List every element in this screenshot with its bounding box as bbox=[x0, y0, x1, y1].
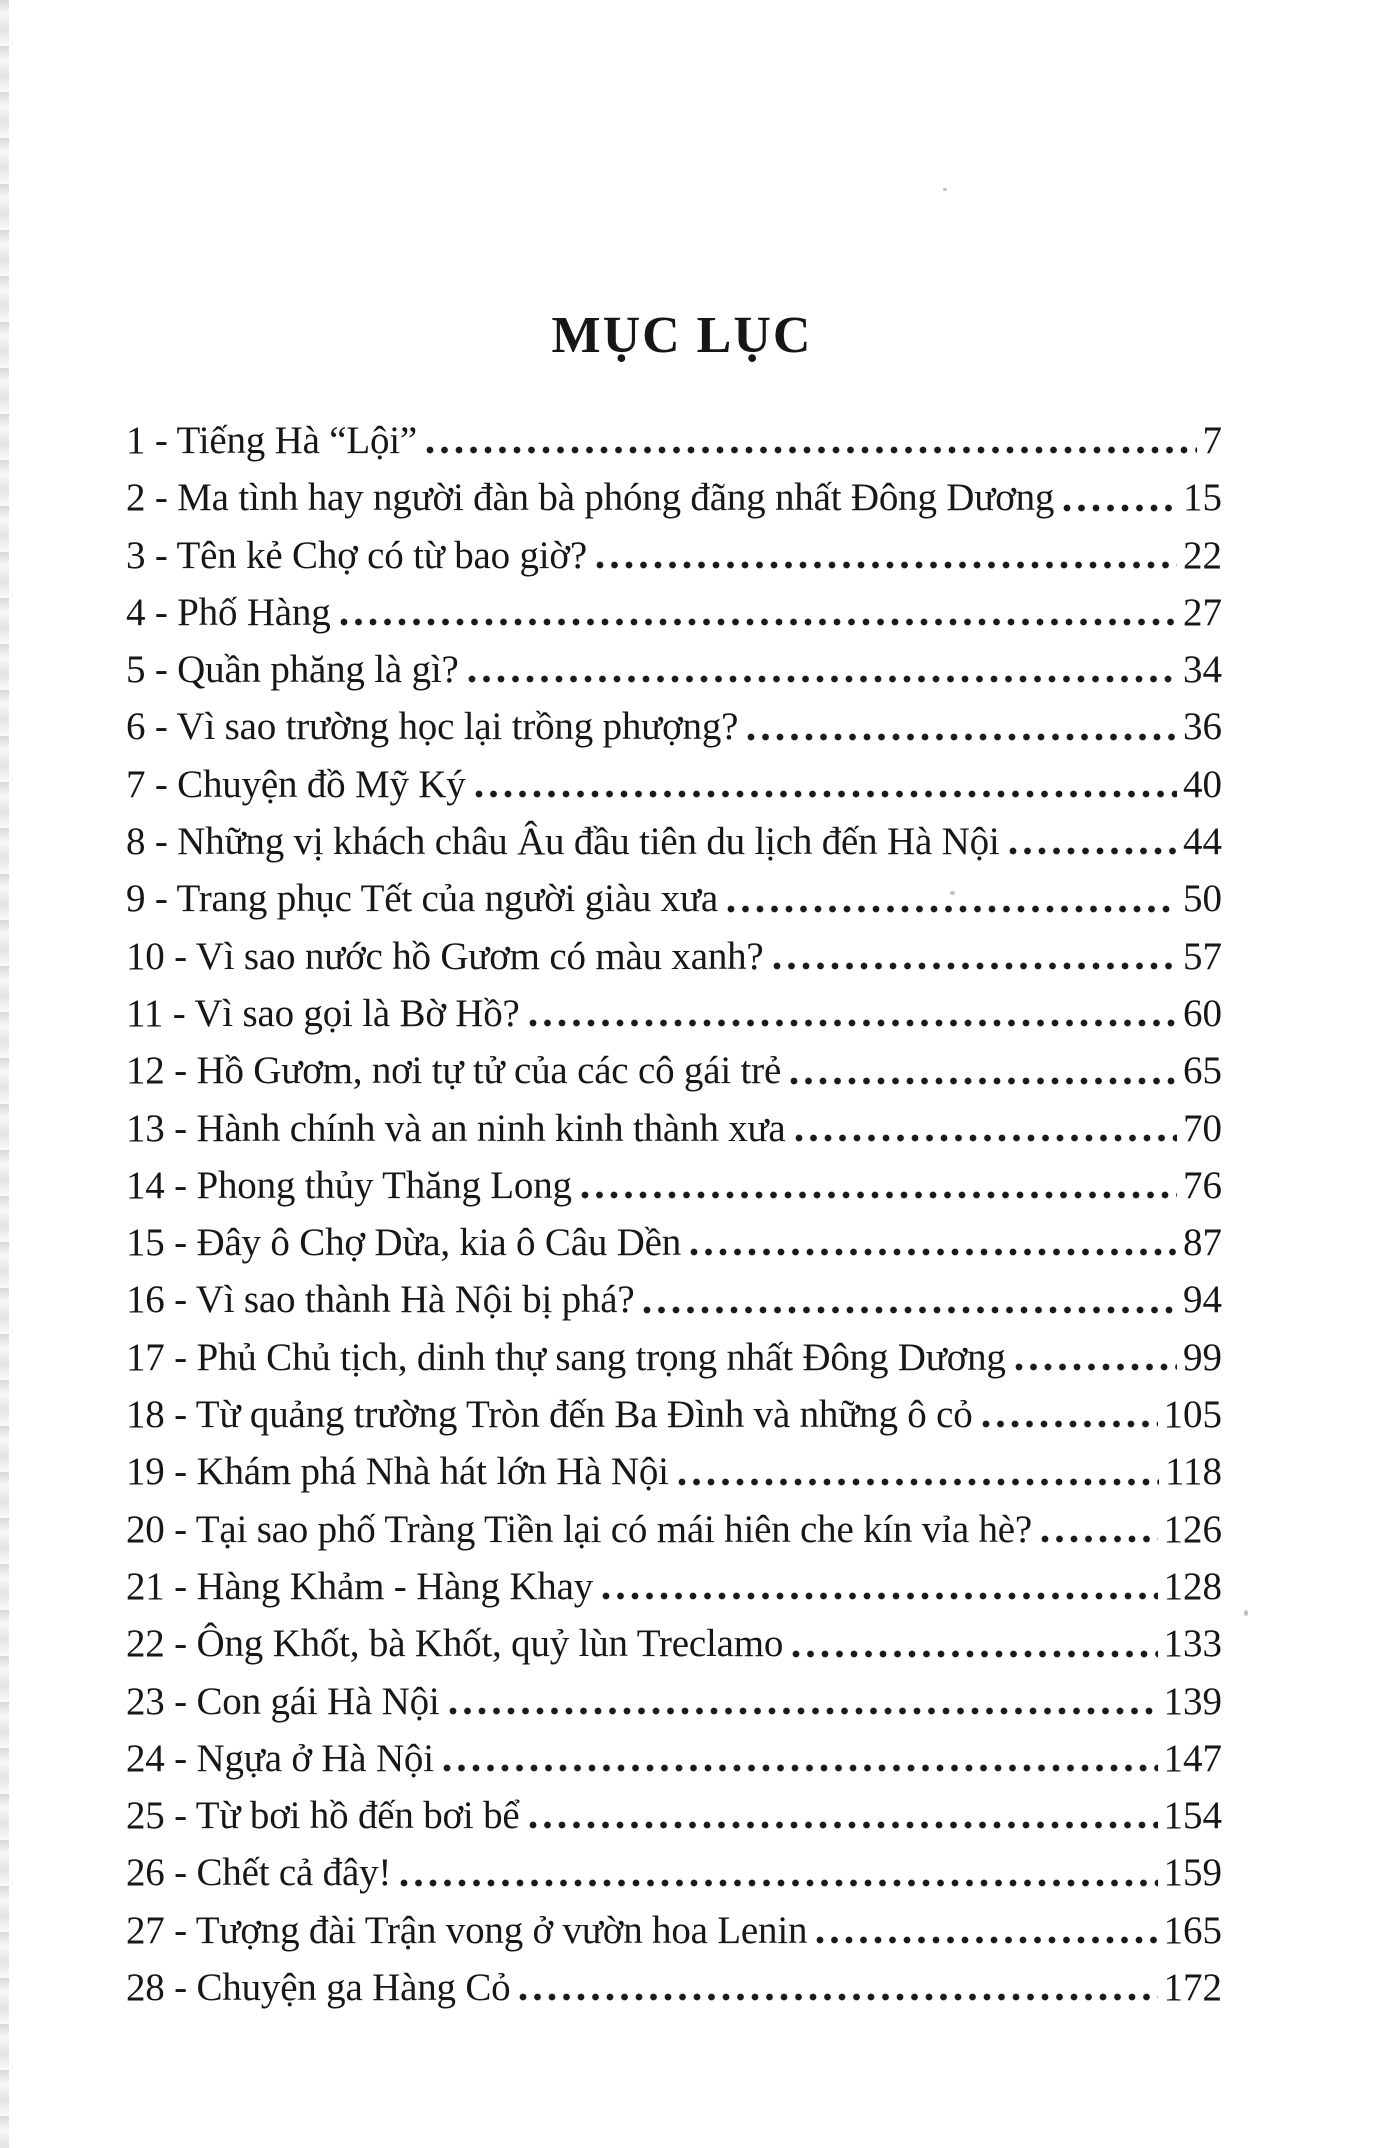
toc-entry-page: 128 bbox=[1163, 1564, 1222, 1608]
dot-leader bbox=[600, 1590, 1157, 1602]
toc-entry bbox=[126, 870, 1222, 927]
toc-entry-label: 9 - Trang phục Tết của người giàu xưa bbox=[126, 877, 719, 921]
dot-leader bbox=[1013, 1361, 1177, 1373]
toc-entry bbox=[126, 1787, 1222, 1844]
toc-entry bbox=[126, 1673, 1222, 1730]
toc-entry-page: 50 bbox=[1183, 877, 1222, 921]
dot-leader bbox=[793, 1132, 1177, 1144]
dot-leader bbox=[398, 1877, 1157, 1889]
toc-entry-page: 65 bbox=[1183, 1049, 1222, 1093]
dot-leader bbox=[771, 960, 1177, 972]
toc-entry-page: 15 bbox=[1183, 476, 1222, 520]
toc-list bbox=[126, 412, 1222, 2016]
toc-entry-label: 7 - Chuyện đồ Mỹ Ký bbox=[126, 762, 466, 806]
dot-leader bbox=[447, 1705, 1158, 1717]
toc-entry-page: 172 bbox=[1163, 1966, 1222, 2010]
toc-entry-label: 3 - Tên kẻ Chợ có từ bao giờ? bbox=[126, 533, 587, 577]
toc-entry-page: 7 bbox=[1202, 419, 1222, 462]
toc-entry bbox=[126, 1386, 1222, 1443]
toc-entry bbox=[126, 1615, 1222, 1672]
toc-entry-page: 34 bbox=[1183, 648, 1222, 692]
toc-entry-label: 14 - Phong thủy Thăng Long bbox=[126, 1163, 572, 1207]
toc-entry bbox=[126, 412, 1222, 469]
toc-entry-label: 20 - Tại sao phố Tràng Tiền lại có mái hiên che kín vỉa hè? bbox=[126, 1507, 1033, 1551]
toc-entry-label: 17 - Phủ Chủ tịch, dinh thự sang trọng nhất Đông Dương bbox=[126, 1335, 1006, 1379]
page-title: MỤC LỤC bbox=[551, 306, 813, 364]
toc-entry-label: 18 - Từ quảng trường Tròn đến Ba Đình và những ô cỏ bbox=[126, 1393, 973, 1437]
toc-entry-label: 6 - Vì sao trường học lại trồng phượng? bbox=[126, 705, 739, 749]
toc-entry-label: 28 - Chuyện ga Hàng Cỏ bbox=[126, 1966, 511, 2010]
toc-entry-label: 22 - Ông Khốt, bà Khốt, quỷ lùn Treclamo bbox=[126, 1622, 784, 1666]
toc-entry-page: 27 bbox=[1183, 590, 1222, 634]
dot-leader bbox=[579, 1189, 1177, 1201]
toc-entry-label: 1 - Tiếng Hà “Lội” bbox=[126, 419, 418, 462]
toc-entry-page: 44 bbox=[1183, 820, 1222, 864]
dot-leader bbox=[1007, 845, 1177, 857]
toc-entry bbox=[126, 584, 1222, 641]
dot-leader bbox=[466, 673, 1177, 685]
toc-entry-label: 19 - Khám phá Nhà hát lớn Hà Nội bbox=[126, 1450, 669, 1494]
toc-entry bbox=[126, 1271, 1222, 1328]
toc-entry-label: 2 - Ma tình hay người đàn bà phóng đãng nhất Đông Dương bbox=[126, 476, 1055, 520]
toc-entry-page: 147 bbox=[1163, 1736, 1222, 1780]
dot-leader bbox=[641, 1304, 1177, 1316]
toc-entry-page: 165 bbox=[1163, 1908, 1222, 1952]
toc-entry-page: 154 bbox=[1163, 1794, 1222, 1838]
toc-entry bbox=[126, 1100, 1222, 1157]
toc-entry-label: 11 - Vì sao gọi là Bờ Hồ? bbox=[126, 991, 520, 1035]
dot-leader bbox=[1061, 502, 1177, 514]
toc-entry bbox=[126, 1902, 1222, 1959]
toc-entry bbox=[126, 698, 1222, 755]
dot-leader bbox=[473, 788, 1177, 800]
toc-entry-page: 126 bbox=[1163, 1507, 1222, 1551]
scan-speck bbox=[1244, 1610, 1248, 1616]
dot-leader bbox=[980, 1418, 1158, 1430]
toc-entry bbox=[126, 928, 1222, 985]
toc-entry-page: 133 bbox=[1163, 1622, 1222, 1666]
toc-entry-page: 87 bbox=[1183, 1221, 1222, 1265]
dot-leader bbox=[688, 1246, 1177, 1258]
toc-entry bbox=[126, 1730, 1222, 1787]
toc-entry-label: 8 - Những vị khách châu Âu đầu tiên du lịch đến Hà Nội bbox=[126, 820, 1000, 864]
toc-entry bbox=[126, 1558, 1222, 1615]
dot-leader bbox=[788, 1075, 1177, 1087]
dot-leader bbox=[676, 1476, 1159, 1488]
toc-entry bbox=[126, 1157, 1222, 1214]
toc-entry-label: 15 - Đây ô Chợ Dừa, kia ô Câu Dền bbox=[126, 1221, 682, 1265]
toc-entry-page: 99 bbox=[1183, 1335, 1222, 1379]
toc-entry bbox=[126, 469, 1222, 526]
toc-entry bbox=[126, 1443, 1222, 1500]
toc-entry-label: 12 - Hồ Gươm, nơi tự tử của các cô gái trẻ bbox=[126, 1049, 782, 1093]
dot-leader bbox=[1039, 1533, 1157, 1545]
scan-speck bbox=[943, 188, 947, 191]
dot-leader bbox=[424, 444, 1196, 456]
dot-leader bbox=[745, 731, 1177, 743]
toc-entry bbox=[126, 527, 1222, 584]
toc-entry-page: 40 bbox=[1183, 762, 1222, 806]
toc-entry bbox=[126, 985, 1222, 1042]
toc-entry bbox=[126, 641, 1222, 698]
toc-entry-page: 118 bbox=[1164, 1450, 1222, 1494]
toc-entry bbox=[126, 1959, 1222, 2016]
toc-entry-page: 159 bbox=[1163, 1851, 1222, 1895]
toc-entry-page: 60 bbox=[1183, 991, 1222, 1035]
toc-entry-label: 24 - Ngựa ở Hà Nội bbox=[126, 1736, 434, 1780]
dot-leader bbox=[814, 1934, 1157, 1946]
toc-entry-page: 139 bbox=[1163, 1679, 1222, 1723]
dot-leader bbox=[527, 1017, 1177, 1029]
toc-entry-page: 94 bbox=[1183, 1278, 1222, 1322]
toc-entry bbox=[126, 813, 1222, 870]
dot-leader bbox=[790, 1648, 1157, 1660]
toc-entry bbox=[126, 1844, 1222, 1901]
toc-entry bbox=[126, 1501, 1222, 1558]
toc-entry-label: 21 - Hàng Khảm - Hàng Khay bbox=[126, 1564, 594, 1608]
toc-entry-label: 5 - Quần phăng là gì? bbox=[126, 648, 459, 692]
dot-leader bbox=[441, 1762, 1158, 1774]
toc-entry-page: 76 bbox=[1183, 1163, 1222, 1207]
toc-entry-label: 13 - Hành chính và an ninh kinh thành xưa bbox=[126, 1106, 786, 1150]
toc-entry-page: 57 bbox=[1183, 934, 1222, 978]
toc-entry bbox=[126, 1329, 1222, 1386]
toc-entry-page: 36 bbox=[1183, 705, 1222, 749]
toc-entry bbox=[126, 1042, 1222, 1099]
toc-entry bbox=[126, 756, 1222, 813]
toc-entry bbox=[126, 1214, 1222, 1271]
toc-entry-label: 10 - Vì sao nước hồ Gươm có màu xanh? bbox=[126, 934, 764, 978]
toc-entry-label: 4 - Phố Hàng bbox=[126, 590, 331, 634]
dot-leader bbox=[594, 559, 1177, 571]
toc-entry-label: 25 - Từ bơi hồ đến bơi bể bbox=[126, 1794, 520, 1838]
toc-entry-label: 27 - Tượng đài Trận vong ở vườn hoa Lenin bbox=[126, 1908, 808, 1952]
toc-entry-label: 16 - Vì sao thành Hà Nội bị phá? bbox=[126, 1278, 635, 1322]
toc-entry-page: 105 bbox=[1163, 1393, 1222, 1437]
dot-leader bbox=[517, 1991, 1157, 2003]
dot-leader bbox=[725, 903, 1177, 915]
toc-entry-page: 70 bbox=[1183, 1106, 1222, 1150]
toc-entry-page: 22 bbox=[1183, 533, 1222, 577]
dot-leader bbox=[527, 1819, 1158, 1831]
toc-entry-label: 23 - Con gái Hà Nội bbox=[126, 1679, 440, 1723]
dot-leader bbox=[338, 616, 1177, 628]
toc-entry-label: 26 - Chết cả đây! bbox=[126, 1851, 392, 1895]
